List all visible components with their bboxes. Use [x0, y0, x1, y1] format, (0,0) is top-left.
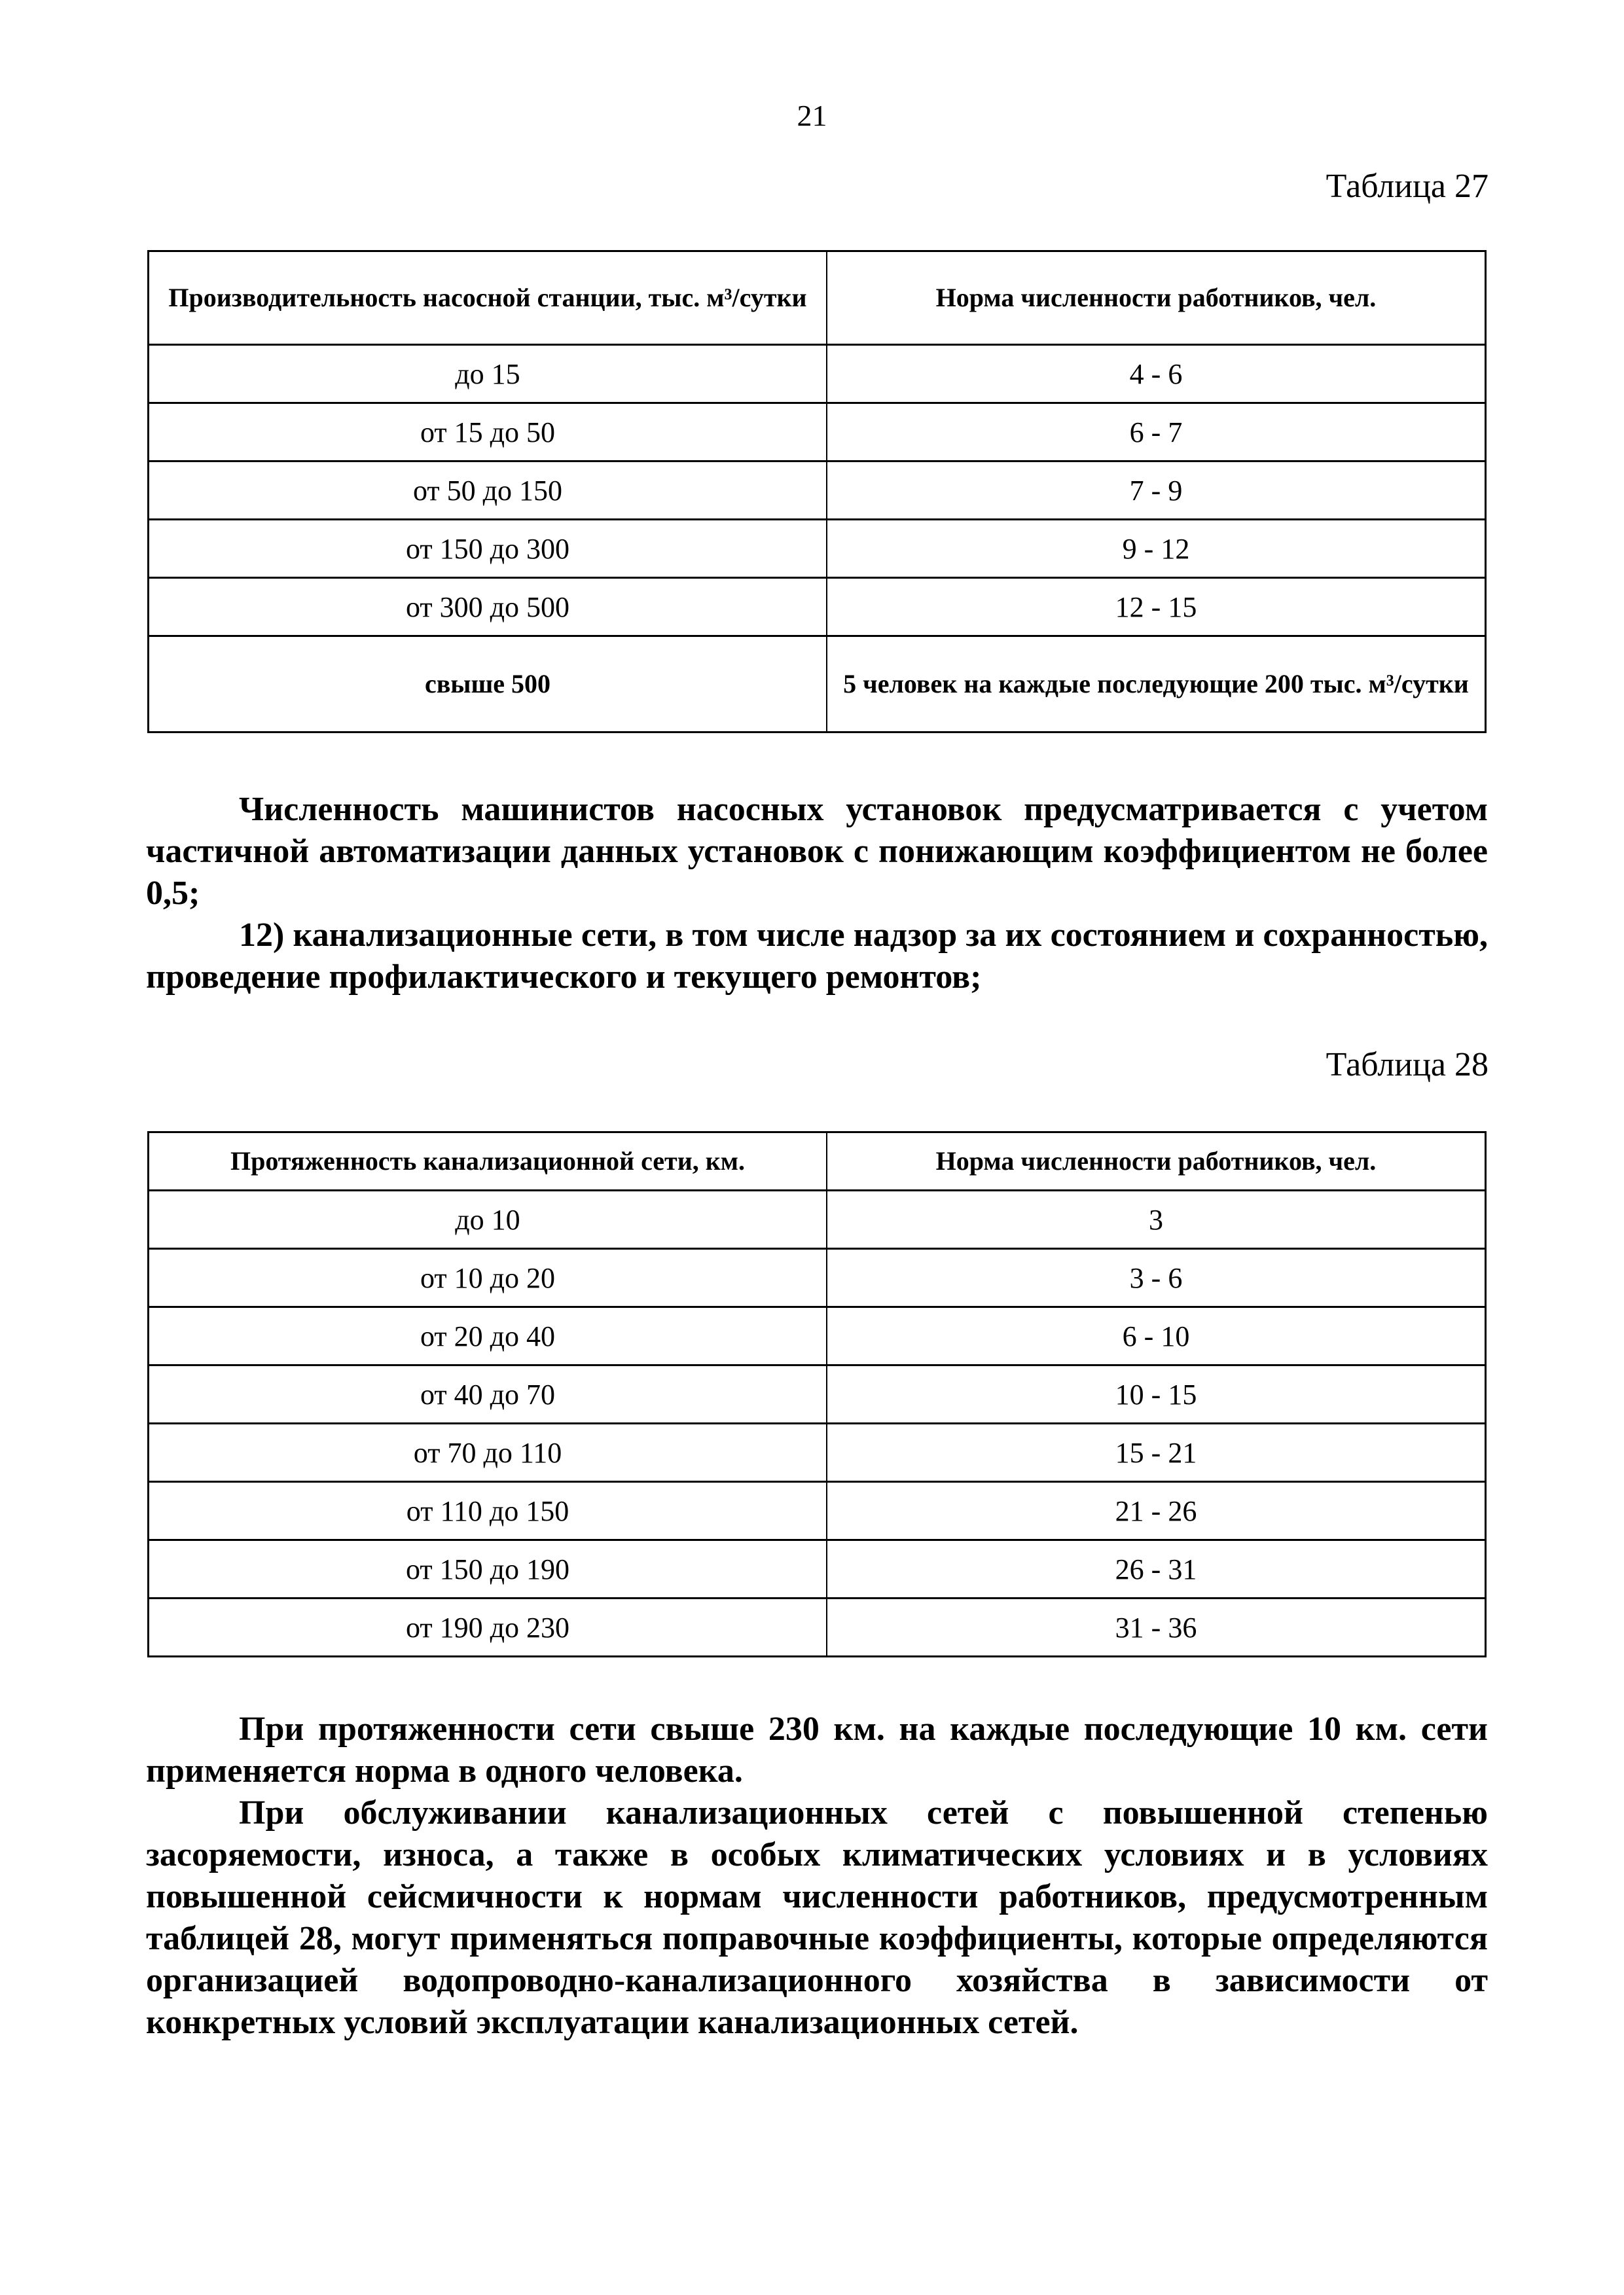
cell-norm: 9 - 12: [827, 520, 1486, 578]
cell-range: от 10 до 20: [149, 1249, 827, 1307]
cell-norm: 15 - 21: [827, 1424, 1486, 1482]
cell-norm: 6 - 10: [827, 1307, 1486, 1365]
cell-range: до 15: [149, 345, 827, 403]
cell-range: от 150 до 190: [149, 1540, 827, 1599]
table-row: [149, 1365, 1486, 1424]
cell-range: от 50 до 150: [149, 461, 827, 520]
table-row: [149, 1307, 1486, 1365]
header-cell-staff-norm: Норма численности работников, чел.: [827, 1132, 1486, 1191]
cell-norm: 4 - 6: [827, 345, 1486, 403]
bottom-text-block: [146, 1708, 1488, 2044]
table-27-caption: Таблица 27: [1326, 168, 1489, 205]
cell-norm: 26 - 31: [827, 1540, 1486, 1599]
table-row: [149, 520, 1486, 578]
page-number: 21: [797, 99, 827, 132]
table-28: [147, 1131, 1487, 1657]
table-row: [149, 1540, 1486, 1599]
table-row: [149, 403, 1486, 461]
table-row: [149, 636, 1486, 732]
table-row: [149, 461, 1486, 520]
table-row: [149, 1482, 1486, 1540]
table-row: [149, 1191, 1486, 1249]
header-cell-network-length: Протяженность канализационной сети, км.: [149, 1132, 827, 1191]
cell-range: от 20 до 40: [149, 1307, 827, 1365]
cell-range: от 70 до 110: [149, 1424, 827, 1482]
cell-range: от 190 до 230: [149, 1599, 827, 1657]
cell-norm: 12 - 15: [827, 578, 1486, 636]
table-header-row: [149, 251, 1486, 345]
table-row: [149, 1249, 1486, 1307]
cell-range: от 110 до 150: [149, 1482, 827, 1540]
cell-norm: 7 - 9: [827, 461, 1486, 520]
table-header-row: [149, 1132, 1486, 1191]
cell-norm: 5 человек на каждые последующие 200 тыс. м³/сутки: [827, 636, 1486, 732]
cell-range: от 40 до 70: [149, 1365, 827, 1424]
cell-range: от 150 до 300: [149, 520, 827, 578]
cell-range: до 10: [149, 1191, 827, 1249]
table-row: [149, 578, 1486, 636]
table-row: [149, 1424, 1486, 1482]
cell-range: свыше 500: [149, 636, 827, 732]
header-cell-capacity: Производительность насосной станции, тыс. м³/сутки: [149, 251, 827, 345]
table-27: [147, 250, 1487, 733]
paragraph-over-230km: При протяженности сети свыше 230 км. на каждые последующие 10 км. сети применяется норма в одного человека.: [146, 1710, 1488, 1790]
cell-norm: 10 - 15: [827, 1365, 1486, 1424]
cell-norm: 6 - 7: [827, 403, 1486, 461]
middle-text-block: [146, 789, 1488, 998]
cell-norm: 3 - 6: [827, 1249, 1486, 1307]
cell-norm: 3: [827, 1191, 1486, 1249]
table-row: [149, 1599, 1486, 1657]
header-cell-staff-norm: Норма численности работников, чел.: [827, 251, 1486, 345]
cell-norm: 31 - 36: [827, 1599, 1486, 1657]
paragraph-correction-coefficients: При обслуживании канализационных сетей с повышенной степенью засоряемости, износа, а также в особых климатических условиях и в условиях повышенной сейсмичности к нормам численности работников, предусмотренным таблицей 28, могут применяться поправочные коэффициенты, которые определяются организацией водопроводно-канализационного хозяйства в зависимости от конкретных условий эксплуатации канализационных сетей.: [146, 1794, 1488, 2041]
cell-range: от 15 до 50: [149, 403, 827, 461]
table-row: [149, 345, 1486, 403]
paragraph-machinists: Численность машинистов насосных установок предусматривается с учетом частичной автоматизации данных установок с понижающим коэффициентом не более 0,5;: [146, 791, 1488, 912]
table-28-caption: Таблица 28: [1326, 1046, 1489, 1083]
paragraph-item-12: 12) канализационные сети, в том числе надзор за их состоянием и сохранностью, проведение профилактического и текущего ремонтов;: [146, 916, 1488, 996]
cell-norm: 21 - 26: [827, 1482, 1486, 1540]
cell-range: от 300 до 500: [149, 578, 827, 636]
